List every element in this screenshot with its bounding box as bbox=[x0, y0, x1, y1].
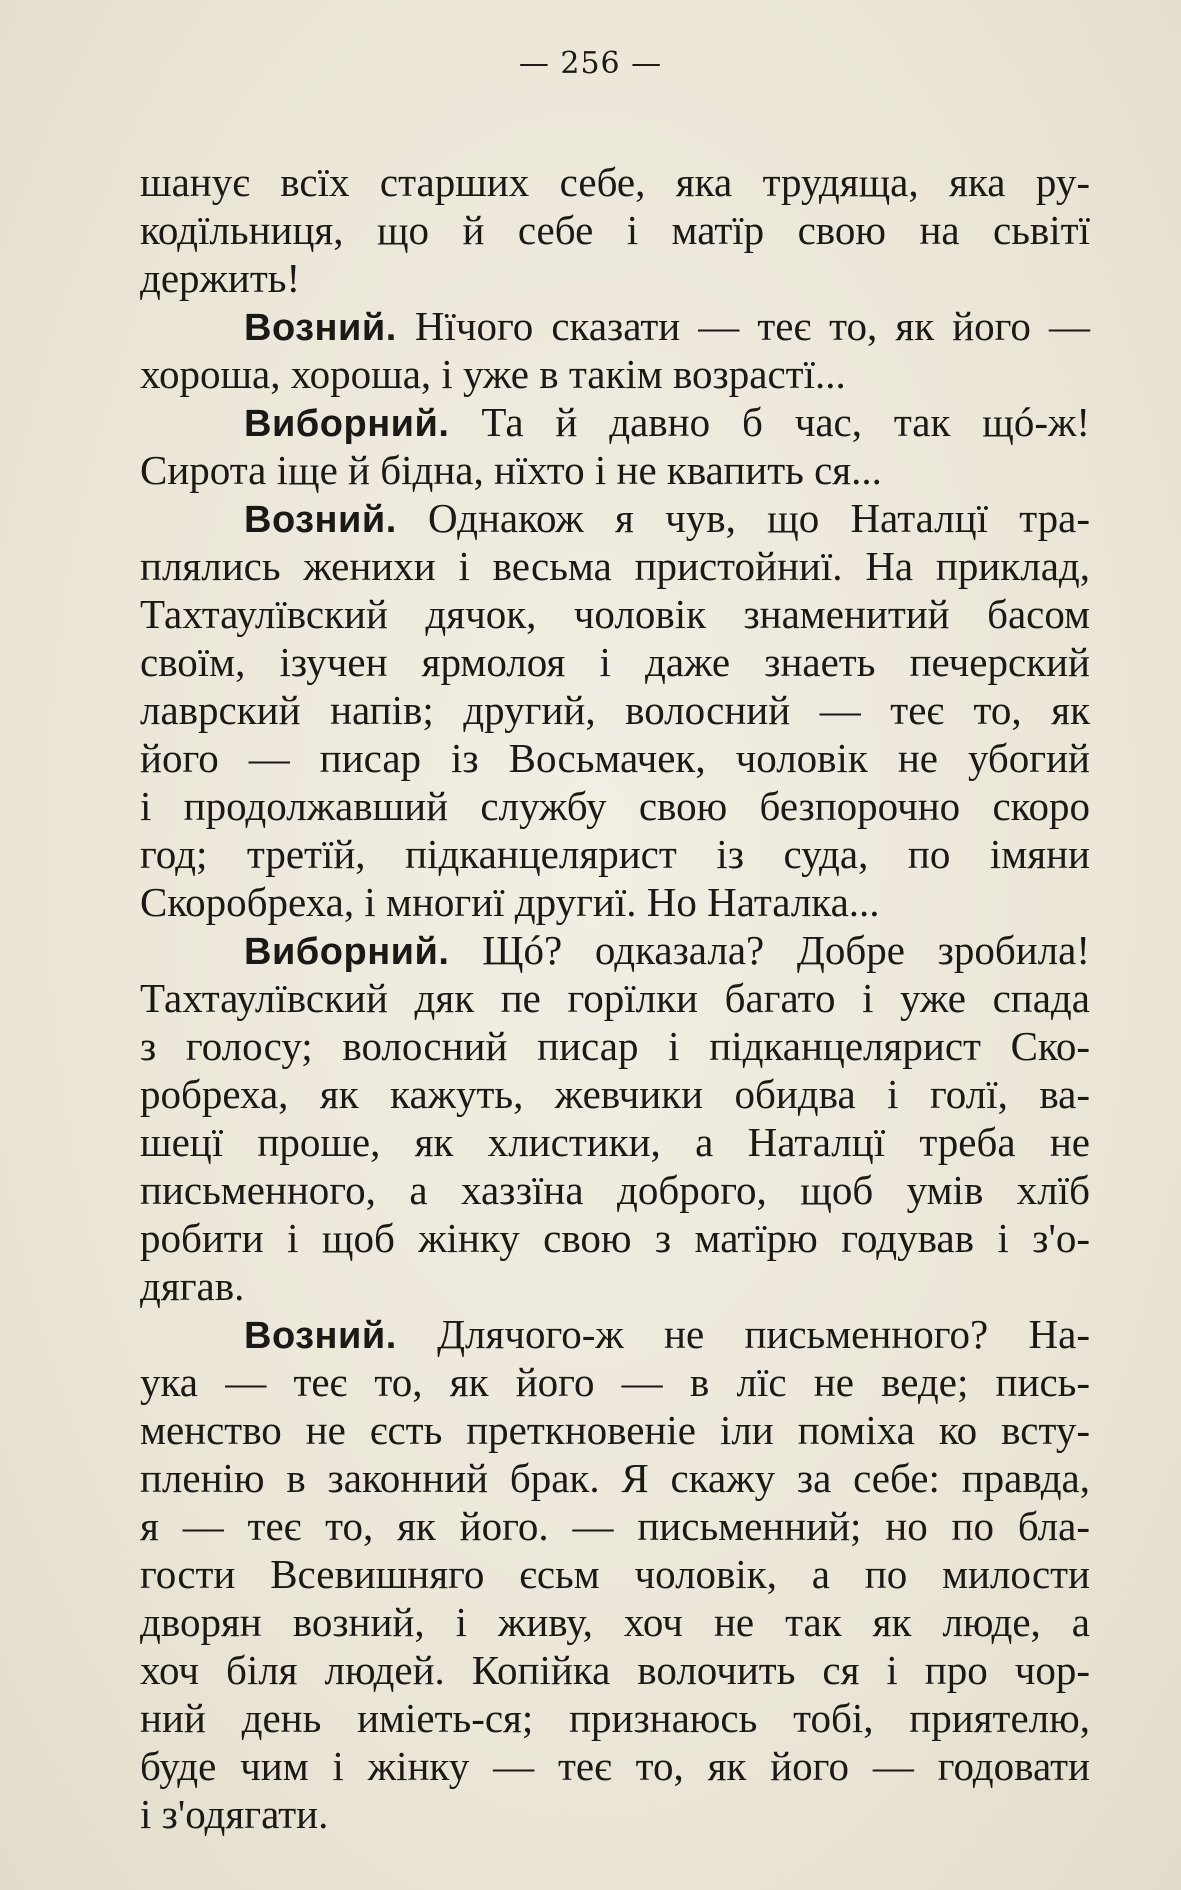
text-line: з голосу; волосний писар і підканцелярист Ско- bbox=[140, 1023, 1090, 1069]
text-line: держить! bbox=[140, 255, 301, 301]
line-text: Нїчого сказати — теє то, як його — bbox=[396, 303, 1090, 349]
speaker-name: Возний. bbox=[244, 307, 397, 349]
speaker-name: Виборний. bbox=[244, 931, 450, 973]
text-line: робити і щоб жінку свою з матїрю годував і з'о- bbox=[140, 1215, 1090, 1261]
text-line: ний день иміеть-ся; признаюсь тобі, приятелю, bbox=[140, 1695, 1090, 1741]
text-line bbox=[140, 398, 1090, 446]
text-line: дворян возний, і живу, хоч не так як люде, а bbox=[140, 1599, 1090, 1645]
text-line: його — писар із Восьмачек, чоловік не убогий bbox=[140, 735, 1090, 781]
speaker-name: Виборний. bbox=[244, 403, 450, 445]
text-line: лаврский напів; другий, волосний — теє то, як bbox=[140, 687, 1090, 733]
text-line: ука — теє то, як його — в лїс не веде; пись- bbox=[140, 1359, 1090, 1405]
text-line: і продолжавший службу свою безпорочно скоро bbox=[140, 783, 1090, 829]
text-line: шецї проше, як хлистики, а Наталцї треба не bbox=[140, 1119, 1090, 1165]
text-line: менство не єсть преткновеніе іли поміха ко всту- bbox=[140, 1407, 1090, 1453]
text-line: своїм, ізучен ярмолоя і даже знаеть печерский bbox=[140, 639, 1090, 685]
text-line bbox=[140, 494, 1090, 542]
line-text: Длячого-ж не письменного? На- bbox=[396, 1311, 1090, 1357]
text-line: гости Всевишняго єсьм чоловік, а по милости bbox=[140, 1551, 1090, 1597]
text-line: і з'одягати. bbox=[140, 1791, 329, 1837]
page-text bbox=[140, 158, 1090, 1838]
line-text: Однакож я чув, що Наталцї тра- bbox=[396, 495, 1090, 541]
line-text: Та й давно б час, так щó-ж! bbox=[449, 399, 1090, 445]
text-line: буде чим і жінку — теє то, як його — годовати bbox=[140, 1743, 1090, 1789]
text-line bbox=[140, 302, 1090, 350]
text-line: я — теє то, як його. — письменний; но по бла- bbox=[140, 1503, 1090, 1549]
text-line: кодїльниця, що й себе і матїр свою на сьвітї bbox=[140, 207, 1090, 253]
line-text: Щó? одказала? Добре зробила! bbox=[449, 927, 1090, 973]
text-line: пленію в законний брак. Я скажу за себе: правда, bbox=[140, 1455, 1090, 1501]
text-line bbox=[140, 1310, 1090, 1358]
page-number: — 256 — bbox=[518, 46, 663, 81]
text-line: робреха, як кажуть, жевчики обидва і голї, ва- bbox=[140, 1071, 1090, 1117]
text-line: хоч біля людей. Копійка волочить ся і про чор- bbox=[140, 1647, 1090, 1693]
text-line: письменного, а хаззїна доброго, щоб умів хлїб bbox=[140, 1167, 1090, 1213]
dialogue-paragraph bbox=[140, 926, 1090, 1310]
text-line: хороша, хороша, і уже в такім возрастї... bbox=[140, 351, 846, 397]
speaker-name: Возний. bbox=[244, 499, 397, 541]
text-line bbox=[140, 926, 1090, 974]
dialogue-paragraph bbox=[140, 302, 1090, 398]
dialogue-paragraph bbox=[140, 1310, 1090, 1838]
dialogue-paragraph bbox=[140, 398, 1090, 494]
text-line: Тахтаулївский дяк пе горїлки багато і уже спада bbox=[140, 975, 1090, 1021]
text-line: Тахтаулївский дячок, чоловік знаменитий басом bbox=[140, 591, 1090, 637]
text-line: дягав. bbox=[140, 1263, 245, 1309]
text-line: Скоробреха, і многиї другиї. Но Наталка... bbox=[140, 879, 880, 925]
text-line: плялись женихи і весьма пристойниї. На приклад, bbox=[140, 543, 1090, 589]
text-line: год; третїй, підканцелярист із суда, по імяни bbox=[140, 831, 1090, 877]
text-line: Сирота іще й бідна, нїхто і не квапить ся... bbox=[140, 447, 882, 493]
paragraph bbox=[140, 158, 1090, 302]
dialogue-paragraph bbox=[140, 494, 1090, 926]
speaker-name: Возний. bbox=[244, 1315, 397, 1357]
text-line: шанує всїх старших себе, яка трудяща, яка ру- bbox=[140, 159, 1090, 205]
